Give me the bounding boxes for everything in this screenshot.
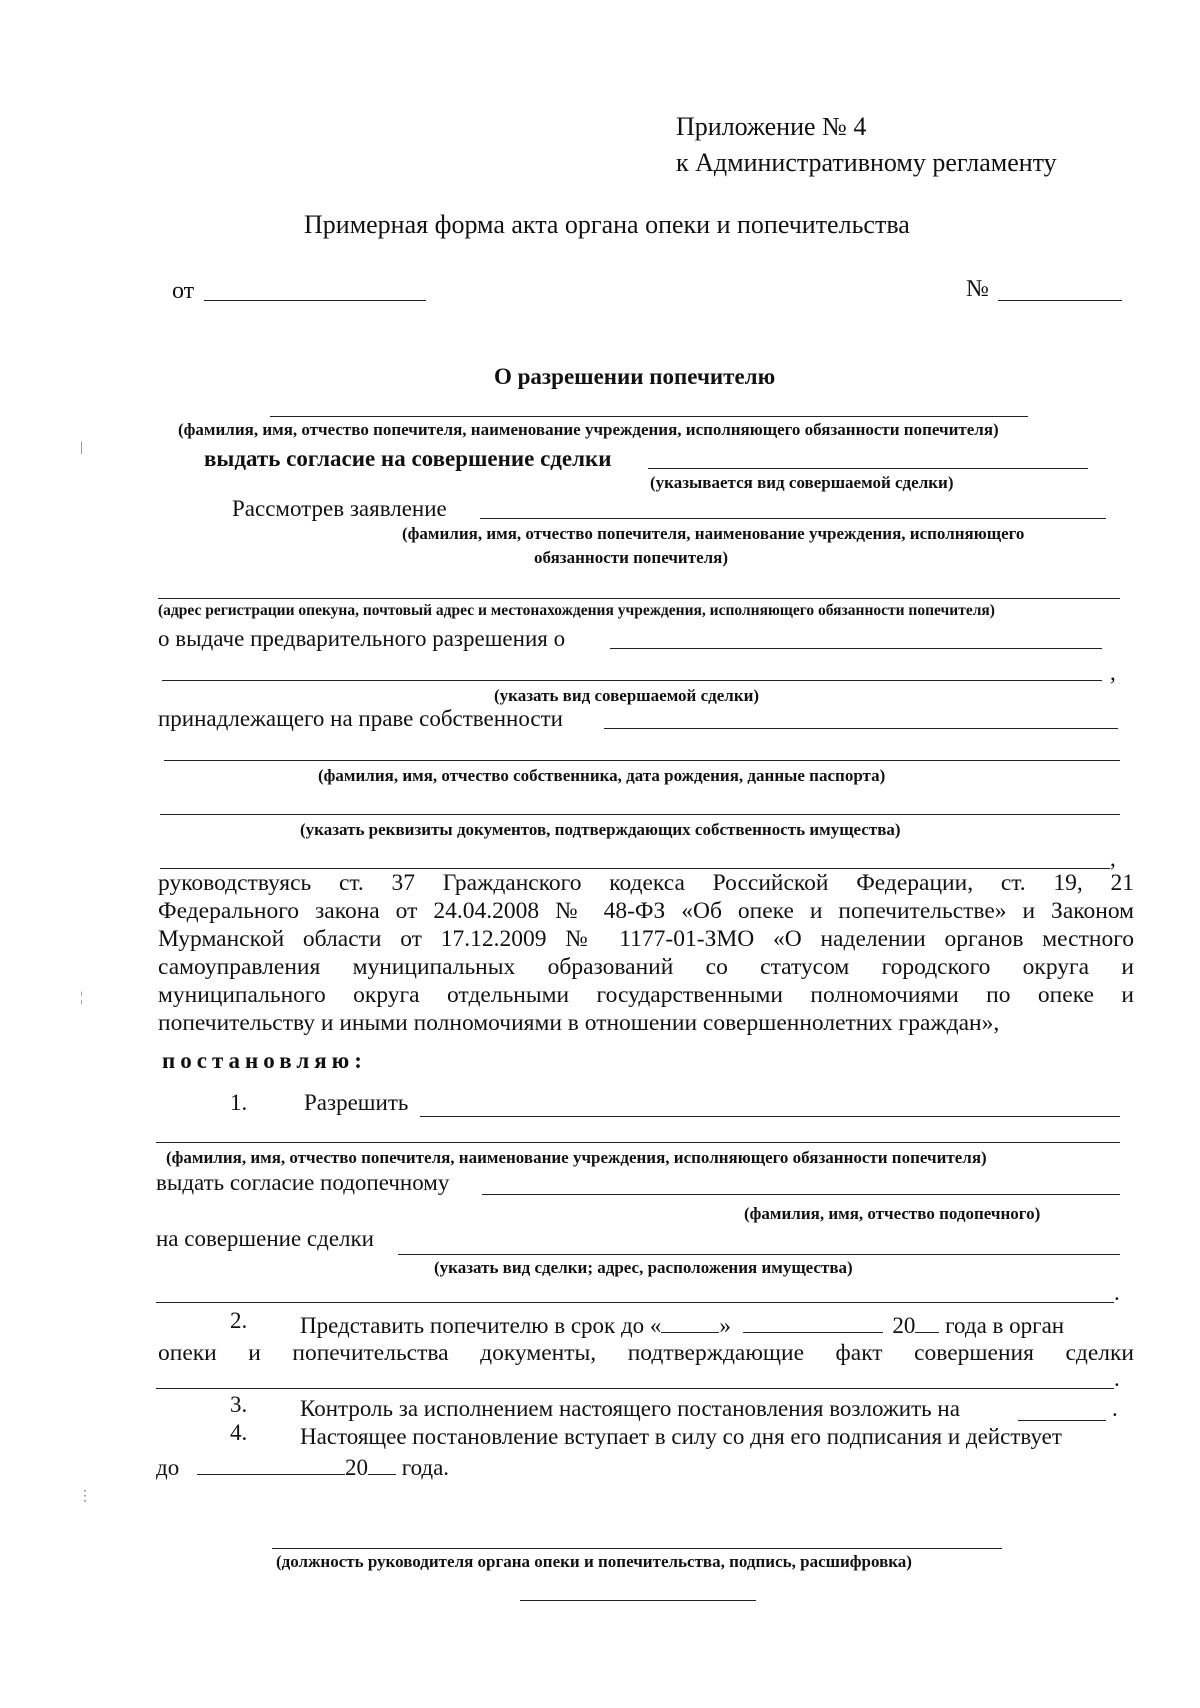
address-field[interactable]	[158, 598, 1120, 599]
until-end: года.	[401, 1455, 450, 1480]
valid-until-year-field[interactable]	[368, 1454, 396, 1475]
item-4-number: 4.	[230, 1420, 248, 1445]
appendix-number: Приложение № 4	[676, 112, 867, 141]
item-3-number: 3.	[230, 1392, 248, 1417]
resolve-heading: постановляю:	[162, 1048, 367, 1073]
deadline-year-field[interactable]	[915, 1312, 939, 1333]
number-field[interactable]	[998, 300, 1122, 301]
application-field[interactable]	[480, 518, 1106, 519]
guardian-caption-2: (фамилия, имя, отчество попечителя, наименование учреждения, исполняющего обязанности попечителя)	[166, 1148, 987, 1167]
comma-1: ,	[1110, 660, 1116, 685]
owner-field-2[interactable]	[164, 760, 1120, 761]
guardian-caption-line1: (фамилия, имя, отчество попечителя, наименование учреждения, исполняющего	[402, 524, 1025, 543]
date-label: от	[172, 278, 195, 304]
dot-2: .	[1114, 1366, 1120, 1391]
signature-underline	[520, 1600, 756, 1601]
item-2-text	[300, 1312, 1064, 1339]
scan-mark-2: ¦	[80, 990, 83, 1005]
item-1-field[interactable]	[420, 1116, 1120, 1117]
item-4-text: Настоящее постановление вступает в силу со дня его подписания и действует	[300, 1424, 1062, 1449]
deadline-month-field[interactable]	[743, 1312, 883, 1333]
ward-field[interactable]	[482, 1194, 1120, 1195]
deal-property-caption: (указать вид сделки; адрес, расположения имущества)	[434, 1258, 853, 1277]
deadline-day-field[interactable]	[661, 1312, 719, 1333]
signature-caption: (должность руководителя органа опеки и попечительства, подпись, расшифровка)	[276, 1552, 912, 1571]
legal-basis-line-3: Мурманской области от 17.12.2009 № 1177-01-ЗМО «О наделении органов местного	[158, 926, 1134, 952]
preliminary-label: о выдаче предварительного разрешения о	[158, 626, 566, 651]
owner-field[interactable]	[604, 728, 1118, 729]
deal-property-field-2[interactable]	[156, 1302, 1114, 1303]
item-1-text: Разрешить	[304, 1090, 409, 1115]
item-1-number: 1.	[230, 1090, 248, 1115]
regulation-reference: к Административному регламенту	[676, 148, 1057, 177]
scan-mark-1: |	[80, 440, 83, 455]
give-consent-label: выдать согласие на совершение сделки	[204, 446, 612, 471]
act-subject: О разрешении попечителю	[494, 364, 776, 389]
deal-type-caption: (указывается вид совершаемой сделки)	[650, 473, 954, 492]
date-field[interactable]	[204, 300, 426, 301]
deal-type-field[interactable]	[648, 468, 1088, 469]
item-3-text: Контроль за исполнением настоящего постановления возложить на	[300, 1396, 960, 1421]
ward-caption: (фамилия, имя, отчество подопечного)	[744, 1204, 1041, 1223]
item-4-until	[156, 1454, 449, 1481]
address-caption: (адрес регистрации опекуна, почтовый адрес и местонахождения учреждения, исполняющего обязанности попечителя)	[158, 602, 995, 619]
on-deal-label: на совершение сделки	[156, 1226, 374, 1251]
documents-field[interactable]	[160, 814, 1120, 815]
item-2-year: 20	[892, 1313, 916, 1338]
deal-property-field[interactable]	[398, 1254, 1120, 1255]
comma-2: ,	[1110, 846, 1116, 871]
owned-label: принадлежащего на праве собственности	[158, 706, 563, 731]
legal-basis-line-1: руководствуясь ст. 37 Гражданского кодекса Российской Федерации, ст. 19, 21	[158, 870, 1134, 896]
scan-mark-3: ⋮	[78, 1489, 92, 1504]
guardian-caption-line2: обязанности попечителя)	[534, 548, 729, 567]
dot-3: .	[1112, 1396, 1118, 1421]
owner-caption: (фамилия, имя, отчество собственника, дата рождения, данные паспорта)	[318, 766, 886, 785]
item-2-line-2: опеки и попечительства документы, подтверждающие факт совершения сделки	[158, 1340, 1134, 1366]
guardian-caption: (фамилия, имя, отчество попечителя, наименование учреждения, исполняющего обязанности попечителя)	[178, 420, 999, 439]
legal-basis-line-4: самоуправления муниципальных образований со статусом городского округа и	[158, 954, 1134, 980]
until-label: до	[156, 1455, 180, 1480]
responsible-field[interactable]	[1018, 1420, 1106, 1421]
dot-1: .	[1114, 1280, 1120, 1305]
legal-basis-line-2: Федерального закона от 24.04.2008 № 48-ФЗ «Об опеке и попечительстве» и Законом	[158, 898, 1134, 924]
preliminary-field-2[interactable]	[162, 680, 1102, 681]
item-2-number: 2.	[230, 1308, 248, 1333]
item-2-field[interactable]	[156, 1388, 1114, 1389]
guardian-name-field[interactable]	[270, 416, 1028, 417]
valid-until-field[interactable]	[197, 1454, 345, 1475]
considering-label: Рассмотрев заявление	[232, 496, 447, 521]
item-2-part-b: »	[719, 1313, 731, 1338]
signature-field[interactable]	[272, 1548, 1002, 1549]
until-year: 20	[344, 1455, 368, 1480]
documents-caption: (указать реквизиты документов, подтверждающих собственность имущества)	[300, 820, 901, 839]
deal-type-caption-2: (указать вид совершаемой сделки)	[494, 686, 760, 705]
form-title: Примерная форма акта органа опеки и попечительства	[304, 210, 910, 239]
item-2-part-d: года в орган	[945, 1313, 1065, 1338]
legal-basis-line-5: муниципального округа отдельными государственными полномочиями по опеке и	[158, 982, 1134, 1008]
consent-ward-label: выдать согласие подопечному	[156, 1170, 450, 1195]
documents-field-2[interactable]	[160, 868, 1110, 869]
preliminary-field[interactable]	[610, 648, 1102, 649]
legal-basis-line-6: попечительству и иными полномочиями в отношении совершеннолетних граждан»,	[158, 1010, 1000, 1036]
item-2-part-a: Представить попечителю в срок до «	[300, 1313, 662, 1338]
number-label: №	[966, 276, 989, 302]
item-1-field-2[interactable]	[156, 1142, 1120, 1143]
